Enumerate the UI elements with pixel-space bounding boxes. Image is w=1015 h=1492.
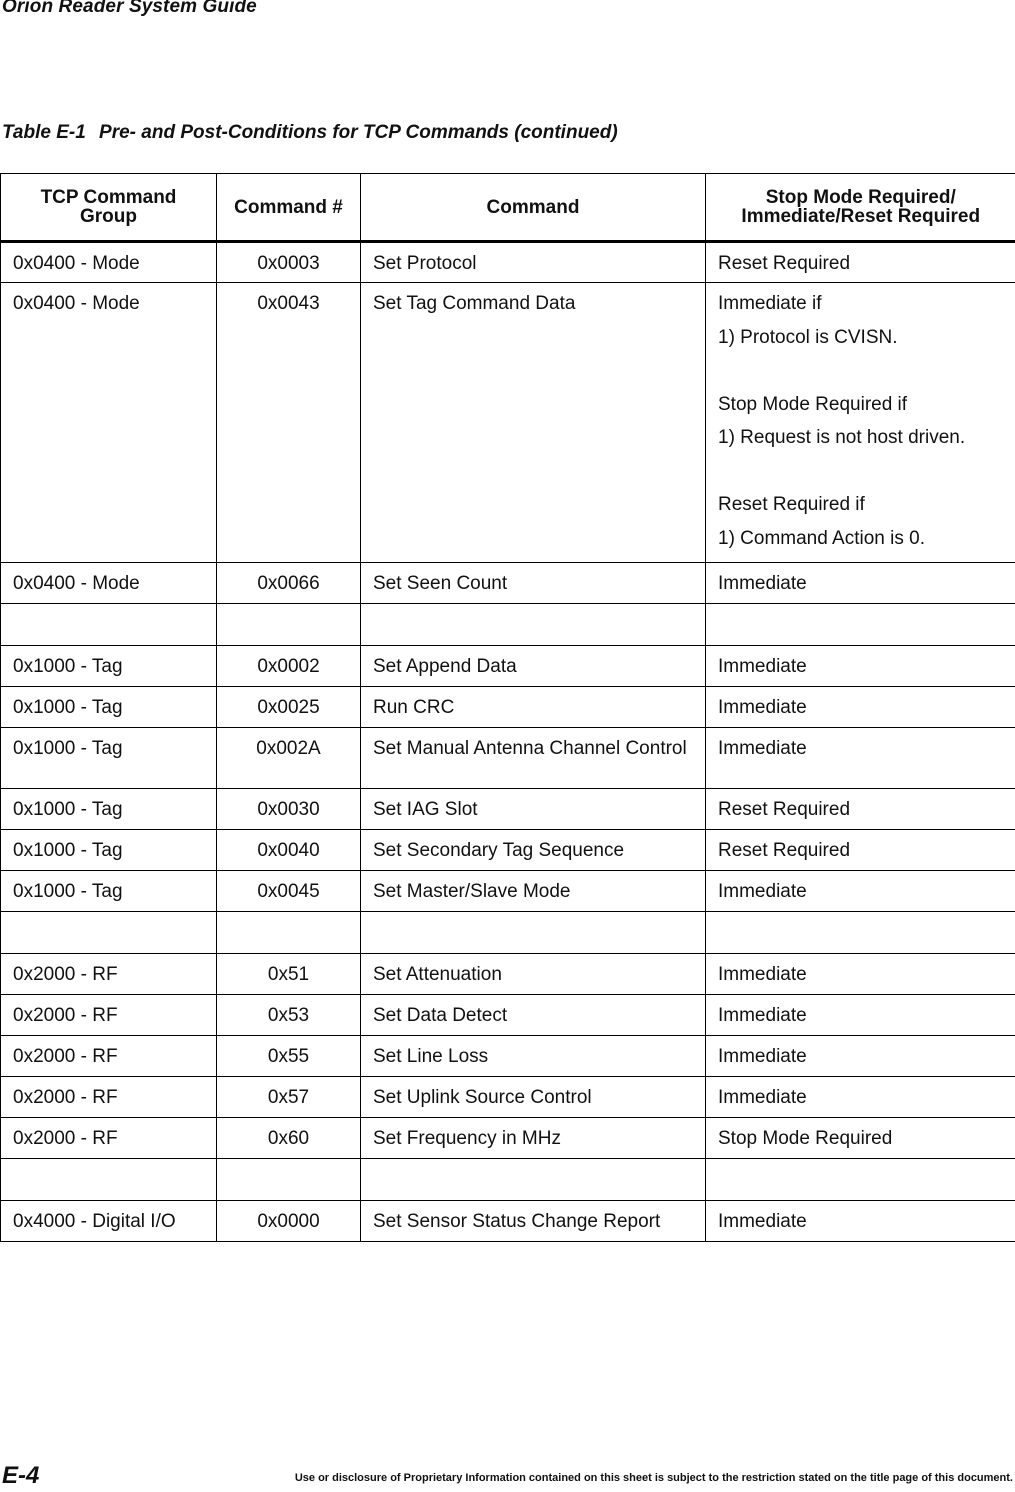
cell-group: 0x2000 - RF xyxy=(1,954,217,995)
cell-command: Set Master/Slave Mode xyxy=(361,871,706,912)
cell-required: Immediate xyxy=(706,646,1015,687)
cell-group xyxy=(1,912,217,954)
table-row-separator xyxy=(1,604,1015,646)
table-row xyxy=(1,954,1015,995)
cell-group xyxy=(1,604,217,646)
proprietary-notice: Use or disclosure of Proprietary Information contained on this sheet is subject to the restriction stated on the title page of this document. xyxy=(294,1472,1013,1484)
cell-command: Set Protocol xyxy=(361,242,706,283)
cell-group: 0x2000 - RF xyxy=(1,1036,217,1077)
cell-command: Set Tag Command Data xyxy=(361,283,706,563)
cell-command xyxy=(361,1159,706,1201)
table-row xyxy=(1,646,1015,687)
condition-line: Reset Required if xyxy=(718,494,865,515)
table-title: Pre- and Post-Conditions for TCP Commands (continued) xyxy=(99,122,618,143)
cell-required: Immediate xyxy=(706,871,1015,912)
cell-number xyxy=(217,604,361,646)
cell-group: 0x0400 - Mode xyxy=(1,563,217,604)
cell-group: 0x1000 - Tag xyxy=(1,728,217,789)
cell-group: 0x0400 - Mode xyxy=(1,283,217,563)
table-row xyxy=(1,242,1015,283)
table-row xyxy=(1,1118,1015,1159)
table-header-row xyxy=(1,174,1015,242)
table-number: Table E-1 xyxy=(2,122,86,143)
cell-group: 0x1000 - Tag xyxy=(1,871,217,912)
cell-command: Set Uplink Source Control xyxy=(361,1077,706,1118)
cell-group: 0x2000 - RF xyxy=(1,1118,217,1159)
cell-group: 0x4000 - Digital I/O xyxy=(1,1201,217,1242)
cell-required: Immediate xyxy=(706,728,1015,789)
cell-group: 0x0400 - Mode xyxy=(1,242,217,283)
condition-spacer xyxy=(718,361,1004,395)
column-header-required: Stop Mode Required/ Immediate/Reset Required xyxy=(706,174,1015,242)
cell-command: Set Manual Antenna Channel Control xyxy=(361,728,706,789)
table-row xyxy=(1,687,1015,728)
condition-line: 1) Protocol is CVISN. xyxy=(718,326,898,348)
cell-required: Immediate xyxy=(706,563,1015,604)
cell-group: 0x1000 - Tag xyxy=(1,789,217,830)
cell-number: 0x0030 xyxy=(217,789,361,830)
cell-group xyxy=(1,1159,217,1201)
cell-number xyxy=(217,912,361,954)
table-row xyxy=(1,563,1015,604)
cell-group: 0x2000 - RF xyxy=(1,1077,217,1118)
cell-number: 0x0003 xyxy=(217,242,361,283)
cell-number: 0x0002 xyxy=(217,646,361,687)
cell-command: Set Secondary Tag Sequence xyxy=(361,830,706,871)
cell-command: Set Attenuation xyxy=(361,954,706,995)
cell-required: Reset Required xyxy=(706,242,1015,283)
cell-group: 0x1000 - Tag xyxy=(1,830,217,871)
condition-line: 1) Command Action is 0. xyxy=(718,527,925,549)
table-row xyxy=(1,871,1015,912)
table-row xyxy=(1,1077,1015,1118)
cell-command: Set Append Data xyxy=(361,646,706,687)
cell-number: 0x55 xyxy=(217,1036,361,1077)
cell-required-conditions xyxy=(706,283,1015,563)
cell-required: Immediate xyxy=(706,687,1015,728)
cell-number: 0x51 xyxy=(217,954,361,995)
table-row-separator xyxy=(1,912,1015,954)
column-header-group: TCP Command Group xyxy=(1,174,217,242)
cell-number: 0x002A xyxy=(217,728,361,789)
cell-number: 0x0000 xyxy=(217,1201,361,1242)
cell-command: Set Sensor Status Change Report xyxy=(361,1201,706,1242)
column-header-command: Command xyxy=(361,174,706,242)
cell-number: 0x0025 xyxy=(217,687,361,728)
cell-command: Set Line Loss xyxy=(361,1036,706,1077)
table-caption xyxy=(2,122,618,144)
cell-number: 0x0045 xyxy=(217,871,361,912)
table-row xyxy=(1,728,1015,789)
table-row xyxy=(1,830,1015,871)
cell-required: Immediate xyxy=(706,954,1015,995)
cell-required: Stop Mode Required xyxy=(706,1118,1015,1159)
cell-required: Immediate xyxy=(706,1077,1015,1118)
table-row xyxy=(1,1201,1015,1242)
condition-spacer xyxy=(718,462,1004,496)
cell-group: 0x1000 - Tag xyxy=(1,646,217,687)
table-row-separator xyxy=(1,1159,1015,1201)
running-header: Orion Reader System Guide xyxy=(2,0,257,17)
cell-command xyxy=(361,912,706,954)
cell-number: 0x0043 xyxy=(217,283,361,563)
cell-group: 0x1000 - Tag xyxy=(1,687,217,728)
condition-line: 1) Request is not host driven. xyxy=(718,427,966,448)
condition-line: Immediate if xyxy=(718,293,822,314)
cell-number: 0x60 xyxy=(217,1118,361,1159)
cell-required: Reset Required xyxy=(706,830,1015,871)
cell-group: 0x2000 - RF xyxy=(1,995,217,1036)
table-row xyxy=(1,283,1015,563)
cell-required xyxy=(706,604,1015,646)
page-number: E-4 xyxy=(2,1462,40,1489)
cell-command: Set Frequency in MHz xyxy=(361,1118,706,1159)
cell-required: Immediate xyxy=(706,1201,1015,1242)
cell-number: 0x53 xyxy=(217,995,361,1036)
cell-required xyxy=(706,1159,1015,1201)
cell-number: 0x57 xyxy=(217,1077,361,1118)
cell-number: 0x0040 xyxy=(217,830,361,871)
cell-number: 0x0066 xyxy=(217,563,361,604)
table-row xyxy=(1,995,1015,1036)
cell-required: Immediate xyxy=(706,1036,1015,1077)
conditions-table xyxy=(0,173,1015,1242)
cell-command: Run CRC xyxy=(361,687,706,728)
cell-command: Set Data Detect xyxy=(361,995,706,1036)
column-header-number: Command # xyxy=(217,174,361,242)
cell-number xyxy=(217,1159,361,1201)
condition-line: Stop Mode Required if xyxy=(718,393,908,415)
table-row xyxy=(1,1036,1015,1077)
cell-required: Reset Required xyxy=(706,789,1015,830)
cell-required xyxy=(706,912,1015,954)
cell-command: Set Seen Count xyxy=(361,563,706,604)
table-row xyxy=(1,789,1015,830)
cell-command xyxy=(361,604,706,646)
cell-command: Set IAG Slot xyxy=(361,789,706,830)
cell-required: Immediate xyxy=(706,995,1015,1036)
